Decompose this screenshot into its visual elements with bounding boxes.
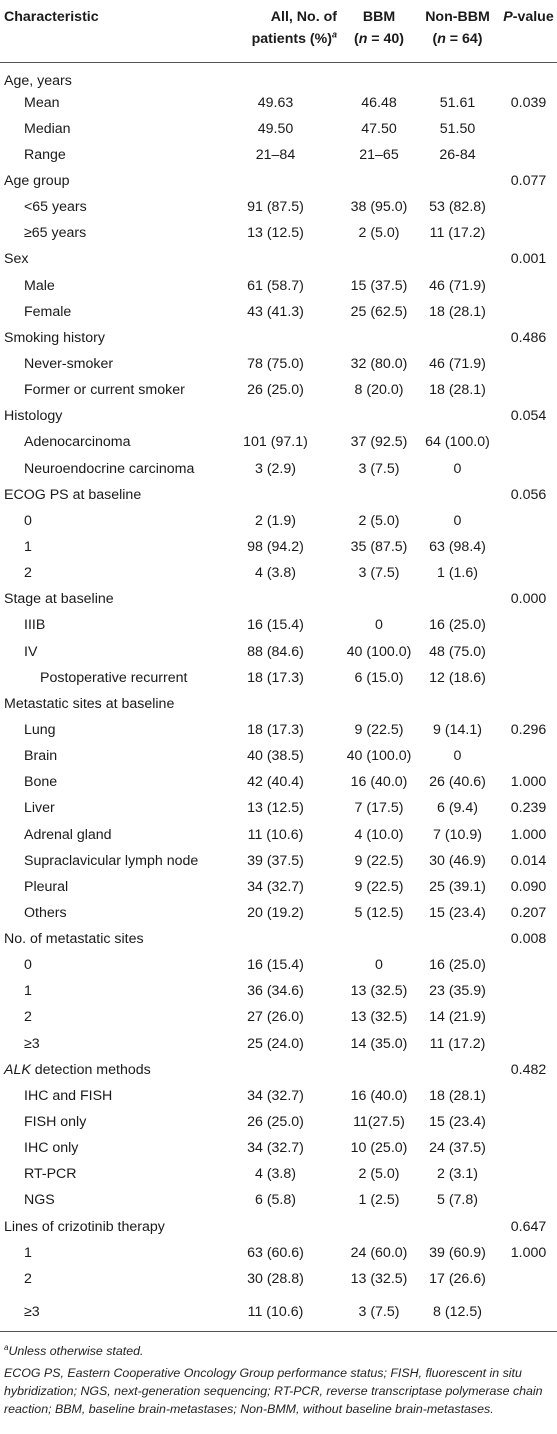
cell-all bbox=[208, 926, 343, 952]
row-label: Postoperative recurrent bbox=[40, 669, 188, 686]
cell-nonbbm: 30 (46.9) bbox=[429, 852, 486, 869]
cell-nonbbm bbox=[415, 1214, 500, 1240]
row-label: ≥65 years bbox=[24, 225, 87, 242]
cell-nonbbm bbox=[415, 1057, 500, 1083]
table-row bbox=[0, 1031, 557, 1057]
row-label: IHC only bbox=[24, 1140, 79, 1157]
cell-pvalue: 0.001 bbox=[510, 251, 547, 268]
cell-bbm: 13 (32.5) bbox=[350, 1009, 408, 1026]
table-row bbox=[0, 560, 557, 586]
cell-nonbbm: 26 (40.6) bbox=[429, 774, 486, 791]
cell-bbm bbox=[343, 403, 415, 429]
cell-nonbbm bbox=[415, 325, 500, 351]
cell-bbm: 6 (15.0) bbox=[354, 669, 404, 686]
table-row bbox=[0, 1109, 557, 1135]
cell-all: 21–84 bbox=[255, 146, 296, 163]
row-label: 2 bbox=[24, 1270, 32, 1287]
cell-nonbbm: 0 bbox=[453, 748, 462, 765]
table-row bbox=[0, 1214, 557, 1240]
cell-bbm: 3 (7.5) bbox=[358, 1303, 400, 1320]
cell-all: 34 (32.7) bbox=[247, 1140, 304, 1157]
cell-bbm: 37 (92.5) bbox=[350, 434, 408, 451]
table-row bbox=[0, 874, 557, 900]
cell-pvalue bbox=[500, 1187, 557, 1213]
cell-all: 98 (94.2) bbox=[247, 538, 304, 555]
cell-nonbbm: 18 (28.1) bbox=[429, 1087, 486, 1104]
cell-all: 2 (1.9) bbox=[254, 512, 296, 529]
cell-pvalue: 0.239 bbox=[510, 800, 547, 817]
row-label: ≥3 bbox=[24, 1303, 40, 1320]
cell-bbm: 21–65 bbox=[359, 146, 399, 163]
cell-all: 63 (60.6) bbox=[247, 1244, 304, 1261]
row-label: Lung bbox=[24, 721, 56, 738]
header-all: All, No. of patients (%)$^a$ bbox=[251, 9, 337, 47]
cell-all: 42 (40.4) bbox=[247, 774, 304, 791]
cell-bbm bbox=[343, 168, 415, 194]
row-label: Age group bbox=[4, 172, 70, 189]
cell-all: 18 (17.3) bbox=[247, 669, 304, 686]
cell-nonbbm: 48 (75.0) bbox=[429, 643, 486, 660]
table-row bbox=[0, 455, 557, 481]
cell-nonbbm: 16 (25.0) bbox=[429, 617, 486, 634]
cell-nonbbm: 18 (28.1) bbox=[429, 303, 486, 320]
cell-pvalue: 0.486 bbox=[510, 329, 547, 346]
table-row bbox=[0, 508, 557, 534]
table-row bbox=[0, 246, 557, 272]
cell-pvalue: 0.077 bbox=[510, 172, 547, 189]
cell-all bbox=[208, 482, 343, 508]
row-label: Former or current smoker bbox=[24, 382, 185, 399]
cell-bbm: 8 (20.0) bbox=[354, 382, 404, 399]
row-label: Age, years bbox=[4, 72, 72, 89]
cell-bbm bbox=[343, 926, 415, 952]
table-row bbox=[0, 1187, 557, 1213]
cell-nonbbm: 1 (1.6) bbox=[436, 565, 478, 582]
cell-all: 36 (34.6) bbox=[247, 983, 304, 1000]
cell-pvalue: 0.000 bbox=[510, 591, 547, 608]
cell-nonbbm: 24 (37.5) bbox=[429, 1140, 486, 1157]
cell-pvalue bbox=[500, 429, 557, 455]
cell-nonbbm bbox=[415, 403, 500, 429]
cell-pvalue: 0.008 bbox=[510, 931, 547, 948]
table-row bbox=[0, 848, 557, 874]
cell-all: 13 (12.5) bbox=[247, 800, 304, 817]
cell-pvalue bbox=[500, 142, 557, 168]
cell-pvalue bbox=[500, 508, 557, 534]
cell-bbm bbox=[343, 62, 415, 90]
table-row bbox=[0, 691, 557, 717]
cell-pvalue: 0.647 bbox=[510, 1218, 547, 1235]
cell-bbm: 3 (7.5) bbox=[358, 565, 400, 582]
cell-nonbbm: 8 (12.5) bbox=[433, 1303, 482, 1320]
cell-bbm: 40 (100.0) bbox=[346, 748, 412, 765]
table-row bbox=[0, 351, 557, 377]
cell-all: 25 (24.0) bbox=[247, 1035, 304, 1052]
cell-all: 91 (87.5) bbox=[247, 199, 304, 216]
cell-pvalue bbox=[500, 220, 557, 246]
table-row bbox=[0, 272, 557, 298]
cell-bbm: 38 (95.0) bbox=[350, 199, 408, 216]
cell-bbm: 14 (35.0) bbox=[350, 1035, 408, 1052]
row-label: 1 bbox=[24, 538, 32, 555]
cell-all: 26 (25.0) bbox=[247, 1114, 304, 1131]
cell-bbm: 0 bbox=[375, 617, 383, 634]
cell-pvalue bbox=[500, 1004, 557, 1030]
cell-bbm: 5 (12.5) bbox=[354, 904, 404, 921]
cell-all: 34 (32.7) bbox=[247, 878, 304, 895]
cell-all: 16 (15.4) bbox=[247, 617, 304, 634]
cell-pvalue: 1.000 bbox=[510, 774, 547, 791]
table-row bbox=[0, 717, 557, 743]
cell-nonbbm: 18 (28.1) bbox=[429, 382, 486, 399]
cell-bbm: 9 (22.5) bbox=[354, 878, 404, 895]
cell-all: 101 (97.1) bbox=[243, 434, 308, 451]
table-row bbox=[0, 769, 557, 795]
cell-all: 6 (5.8) bbox=[254, 1192, 296, 1209]
cell-nonbbm bbox=[415, 246, 500, 272]
table-row bbox=[0, 1004, 557, 1030]
table-row bbox=[0, 116, 557, 142]
cell-bbm bbox=[343, 325, 415, 351]
header-pvalue: P-value bbox=[503, 9, 554, 25]
footnote-a: $^a$Unless otherwise stated. bbox=[4, 1343, 144, 1359]
cell-bbm bbox=[343, 1057, 415, 1083]
cell-pvalue bbox=[500, 691, 557, 717]
cell-all: 20 (19.2) bbox=[247, 904, 304, 921]
row-label: Bone bbox=[24, 774, 58, 791]
row-label: Supraclavicular lymph node bbox=[24, 852, 199, 869]
row-label: Brain bbox=[24, 748, 58, 765]
table-row bbox=[0, 194, 557, 220]
row-label: Others bbox=[24, 904, 67, 921]
row-label: 0 bbox=[24, 957, 32, 974]
cell-nonbbm: 51.50 bbox=[439, 120, 476, 137]
row-label: Lines of crizotinib therapy bbox=[4, 1218, 165, 1235]
cell-pvalue bbox=[500, 1161, 557, 1187]
row-label: 2 bbox=[24, 565, 32, 582]
cell-all: 78 (75.0) bbox=[247, 355, 304, 372]
cell-pvalue bbox=[500, 1109, 557, 1135]
cell-nonbbm: 51.61 bbox=[439, 94, 476, 111]
row-label: Sex bbox=[4, 251, 29, 268]
table-row bbox=[0, 325, 557, 351]
row-label: Metastatic sites at baseline bbox=[4, 695, 175, 712]
row-label: IIIB bbox=[24, 617, 46, 634]
cell-bbm: 10 (25.0) bbox=[350, 1140, 408, 1157]
cell-pvalue bbox=[500, 299, 557, 325]
row-label: 0 bbox=[24, 512, 32, 529]
cell-all: 16 (15.4) bbox=[247, 957, 304, 974]
table-row bbox=[0, 638, 557, 664]
cell-nonbbm bbox=[415, 62, 500, 90]
row-label: Neuroendocrine carcinoma bbox=[24, 460, 195, 477]
cell-bbm: 13 (32.5) bbox=[350, 1270, 408, 1287]
cell-bbm: 2 (5.0) bbox=[358, 225, 400, 242]
table-row bbox=[0, 482, 557, 508]
table-row bbox=[0, 821, 557, 847]
table-row bbox=[0, 62, 557, 90]
table-header-row bbox=[0, 0, 557, 62]
cell-nonbbm bbox=[415, 691, 500, 717]
table-row bbox=[0, 168, 557, 194]
footnote-marker: a bbox=[331, 29, 337, 40]
cell-pvalue: 0.039 bbox=[510, 94, 547, 111]
cell-nonbbm: 7 (10.9) bbox=[433, 826, 482, 843]
cell-bbm: 47.50 bbox=[361, 120, 397, 137]
row-label: NGS bbox=[24, 1192, 55, 1209]
cell-pvalue bbox=[500, 455, 557, 481]
row-label: Range bbox=[24, 146, 66, 163]
table-row bbox=[0, 665, 557, 691]
cell-pvalue bbox=[500, 272, 557, 298]
table-row bbox=[0, 952, 557, 978]
row-label: Never-smoker bbox=[24, 355, 114, 372]
cell-all: 40 (38.5) bbox=[247, 748, 304, 765]
cell-all bbox=[208, 1214, 343, 1240]
cell-all: 34 (32.7) bbox=[247, 1087, 304, 1104]
cell-bbm bbox=[343, 586, 415, 612]
cell-nonbbm: 14 (21.9) bbox=[429, 1009, 486, 1026]
cell-nonbbm: 53 (82.8) bbox=[429, 199, 486, 216]
cell-pvalue: 0.054 bbox=[510, 408, 547, 425]
table-row bbox=[0, 1292, 557, 1332]
cell-all bbox=[208, 168, 343, 194]
row-label: IHC and FISH bbox=[24, 1087, 113, 1104]
table-row bbox=[0, 900, 557, 926]
cell-bbm bbox=[343, 691, 415, 717]
cell-nonbbm: 0 bbox=[453, 460, 462, 477]
cell-pvalue bbox=[500, 1292, 557, 1332]
cell-all: 3 (2.9) bbox=[254, 460, 296, 477]
cell-bbm: 4 (10.0) bbox=[354, 826, 404, 843]
table-row bbox=[0, 586, 557, 612]
table-row bbox=[0, 1266, 557, 1292]
cell-all bbox=[208, 62, 343, 90]
cell-bbm: 9 (22.5) bbox=[354, 852, 404, 869]
table-row bbox=[0, 429, 557, 455]
row-label: Median bbox=[24, 120, 71, 137]
cell-nonbbm: 12 (18.6) bbox=[429, 669, 486, 686]
table-row bbox=[0, 90, 557, 116]
table-row bbox=[0, 978, 557, 1004]
table-row bbox=[0, 534, 557, 560]
cell-pvalue bbox=[500, 194, 557, 220]
table-row bbox=[0, 1135, 557, 1161]
cell-bbm: 16 (40.0) bbox=[350, 1087, 408, 1104]
cell-bbm: 32 (80.0) bbox=[350, 355, 408, 372]
cell-nonbbm bbox=[415, 482, 500, 508]
table-row bbox=[0, 1057, 557, 1083]
table-row bbox=[0, 220, 557, 246]
cell-pvalue: 1.000 bbox=[510, 1244, 547, 1261]
cell-bbm: 1 (2.5) bbox=[358, 1192, 400, 1209]
cell-bbm: 9 (22.5) bbox=[354, 721, 404, 738]
row-label: Liver bbox=[24, 800, 55, 817]
cell-all: 88 (84.6) bbox=[247, 643, 304, 660]
cell-pvalue bbox=[500, 1266, 557, 1292]
cell-all bbox=[208, 691, 343, 717]
cell-nonbbm bbox=[415, 586, 500, 612]
table-row bbox=[0, 795, 557, 821]
cell-pvalue bbox=[500, 62, 557, 90]
cell-bbm: 2 (5.0) bbox=[358, 512, 400, 529]
row-label: Smoking history bbox=[4, 329, 105, 346]
row-label: Adenocarcinoma bbox=[24, 434, 131, 451]
row-label: RT-PCR bbox=[24, 1166, 77, 1183]
cell-nonbbm: 25 (39.1) bbox=[429, 878, 486, 895]
row-label: Male bbox=[24, 277, 55, 294]
cell-pvalue bbox=[500, 116, 557, 142]
row-label: Pleural bbox=[24, 878, 69, 895]
cell-all bbox=[208, 586, 343, 612]
cell-pvalue: 0.207 bbox=[510, 904, 547, 921]
cell-bbm: 11(27.5) bbox=[353, 1114, 405, 1131]
cell-pvalue: 0.482 bbox=[510, 1061, 547, 1078]
table-row bbox=[0, 142, 557, 168]
cell-bbm: 35 (87.5) bbox=[350, 538, 408, 555]
cell-nonbbm bbox=[415, 926, 500, 952]
header-bbm: BBM (n = 40) bbox=[353, 9, 405, 47]
cell-nonbbm: 15 (23.4) bbox=[429, 904, 486, 921]
cell-pvalue bbox=[500, 560, 557, 586]
cell-nonbbm: 64 (100.0) bbox=[425, 434, 490, 451]
cell-pvalue bbox=[500, 1083, 557, 1109]
cell-nonbbm: 46 (71.9) bbox=[429, 277, 486, 294]
row-label: ≥3 bbox=[24, 1035, 40, 1052]
cell-all: 30 (28.8) bbox=[247, 1270, 304, 1287]
row-label: Mean bbox=[24, 94, 60, 111]
cell-all: 18 (17.3) bbox=[247, 721, 304, 738]
cell-pvalue bbox=[500, 665, 557, 691]
cell-nonbbm: 11 (17.2) bbox=[429, 1035, 486, 1052]
cell-nonbbm: 15 (23.4) bbox=[429, 1114, 486, 1131]
cell-bbm: 13 (32.5) bbox=[350, 983, 408, 1000]
table-row bbox=[0, 1083, 557, 1109]
cell-nonbbm: 46 (71.9) bbox=[429, 355, 486, 372]
cell-nonbbm: 0 bbox=[453, 512, 462, 529]
row-label: Stage at baseline bbox=[4, 591, 114, 608]
cell-bbm: 25 (62.5) bbox=[350, 303, 408, 320]
cell-nonbbm: 2 (3.1) bbox=[436, 1166, 478, 1183]
table-row bbox=[0, 1161, 557, 1187]
cell-all: 61 (58.7) bbox=[247, 277, 304, 294]
cell-pvalue bbox=[500, 534, 557, 560]
cell-pvalue: 0.296 bbox=[510, 721, 547, 738]
row-label: ECOG PS at baseline bbox=[4, 486, 142, 503]
header-characteristic: Characteristic bbox=[4, 9, 99, 25]
cell-pvalue: 1.000 bbox=[510, 826, 547, 843]
cell-all bbox=[208, 403, 343, 429]
row-label: FISH only bbox=[24, 1114, 87, 1131]
table-footnotes bbox=[0, 1332, 557, 1418]
cell-bbm bbox=[343, 1214, 415, 1240]
table-row bbox=[0, 377, 557, 403]
row-label: Adrenal gland bbox=[24, 826, 112, 843]
table-body bbox=[0, 62, 557, 1332]
cell-bbm: 7 (17.5) bbox=[354, 800, 404, 817]
cell-bbm: 24 (60.0) bbox=[350, 1244, 408, 1261]
row-label: ALK detection methods bbox=[4, 1061, 151, 1078]
cell-all: 4 (3.8) bbox=[254, 565, 296, 582]
cell-nonbbm: 63 (98.4) bbox=[429, 538, 486, 555]
cell-nonbbm: 5 (7.8) bbox=[436, 1192, 478, 1209]
row-label: Histology bbox=[4, 408, 63, 425]
cell-bbm: 3 (7.5) bbox=[358, 460, 400, 477]
cell-pvalue: 0.090 bbox=[510, 878, 547, 895]
cell-pvalue bbox=[500, 377, 557, 403]
cell-pvalue bbox=[500, 743, 557, 769]
cell-bbm: 40 (100.0) bbox=[346, 643, 412, 660]
cell-bbm: 16 (40.0) bbox=[350, 774, 408, 791]
table-row bbox=[0, 612, 557, 638]
cell-pvalue: 0.056 bbox=[510, 486, 547, 503]
cell-nonbbm: 17 (26.6) bbox=[429, 1270, 486, 1287]
cell-nonbbm: 23 (35.9) bbox=[429, 983, 486, 1000]
cell-nonbbm: 39 (60.9) bbox=[429, 1244, 486, 1261]
cell-all bbox=[208, 325, 343, 351]
row-label: No. of metastatic sites bbox=[4, 931, 144, 948]
cell-nonbbm: 11 (17.2) bbox=[429, 225, 486, 242]
cell-nonbbm: 6 (9.4) bbox=[436, 800, 478, 817]
cell-pvalue bbox=[500, 612, 557, 638]
table-row bbox=[0, 926, 557, 952]
table-row bbox=[0, 403, 557, 429]
table-row bbox=[0, 299, 557, 325]
cell-pvalue bbox=[500, 351, 557, 377]
cell-all bbox=[208, 246, 343, 272]
cell-pvalue bbox=[500, 638, 557, 664]
table-row bbox=[0, 743, 557, 769]
cell-all: 39 (37.5) bbox=[247, 852, 304, 869]
cell-all: 11 (10.6) bbox=[247, 1303, 304, 1320]
cell-all: 49.50 bbox=[257, 120, 294, 137]
row-label: 1 bbox=[24, 1244, 32, 1261]
footnote-abbreviations: ECOG PS, Eastern Cooperative Oncology Group performance status; FISH, fluorescent in situ hybridization; NGS, next-generation sequencing; RT-PCR, reverse transcriptase polymerase chain reaction; BBM, baseline brain-metastases; Non-BMM, without baseline brain-metastases. bbox=[4, 1366, 543, 1417]
cell-nonbbm bbox=[415, 168, 500, 194]
cell-pvalue bbox=[500, 978, 557, 1004]
cell-all: 43 (41.3) bbox=[247, 303, 304, 320]
cell-all: 49.63 bbox=[257, 94, 294, 111]
row-label: 2 bbox=[24, 1009, 32, 1026]
cell-bbm: 15 (37.5) bbox=[350, 277, 408, 294]
header-nonbbm: Non-BBM (n = 64) bbox=[425, 9, 490, 47]
cell-bbm bbox=[343, 482, 415, 508]
cell-all: 4 (3.8) bbox=[254, 1166, 296, 1183]
table-row bbox=[0, 1240, 557, 1266]
cell-all: 26 (25.0) bbox=[247, 382, 304, 399]
cell-nonbbm: 9 (14.1) bbox=[433, 721, 482, 738]
cell-all: 11 (10.6) bbox=[247, 826, 304, 843]
cell-all: 27 (26.0) bbox=[247, 1009, 304, 1026]
row-label: Female bbox=[24, 303, 72, 320]
cell-bbm: 2 (5.0) bbox=[358, 1166, 400, 1183]
cell-all bbox=[208, 1057, 343, 1083]
cell-bbm: 0 bbox=[375, 957, 383, 974]
cell-pvalue bbox=[500, 1031, 557, 1057]
cell-bbm: 46.48 bbox=[361, 94, 397, 111]
cell-pvalue bbox=[500, 952, 557, 978]
row-label: IV bbox=[24, 643, 38, 660]
cell-pvalue bbox=[500, 1135, 557, 1161]
cell-pvalue: 0.014 bbox=[510, 852, 547, 869]
row-label: <65 years bbox=[24, 199, 87, 216]
cell-bbm bbox=[343, 246, 415, 272]
cell-nonbbm: 26-84 bbox=[439, 146, 476, 163]
cell-all: 13 (12.5) bbox=[247, 225, 304, 242]
row-label: 1 bbox=[24, 983, 32, 1000]
cell-nonbbm: 16 (25.0) bbox=[429, 957, 486, 974]
